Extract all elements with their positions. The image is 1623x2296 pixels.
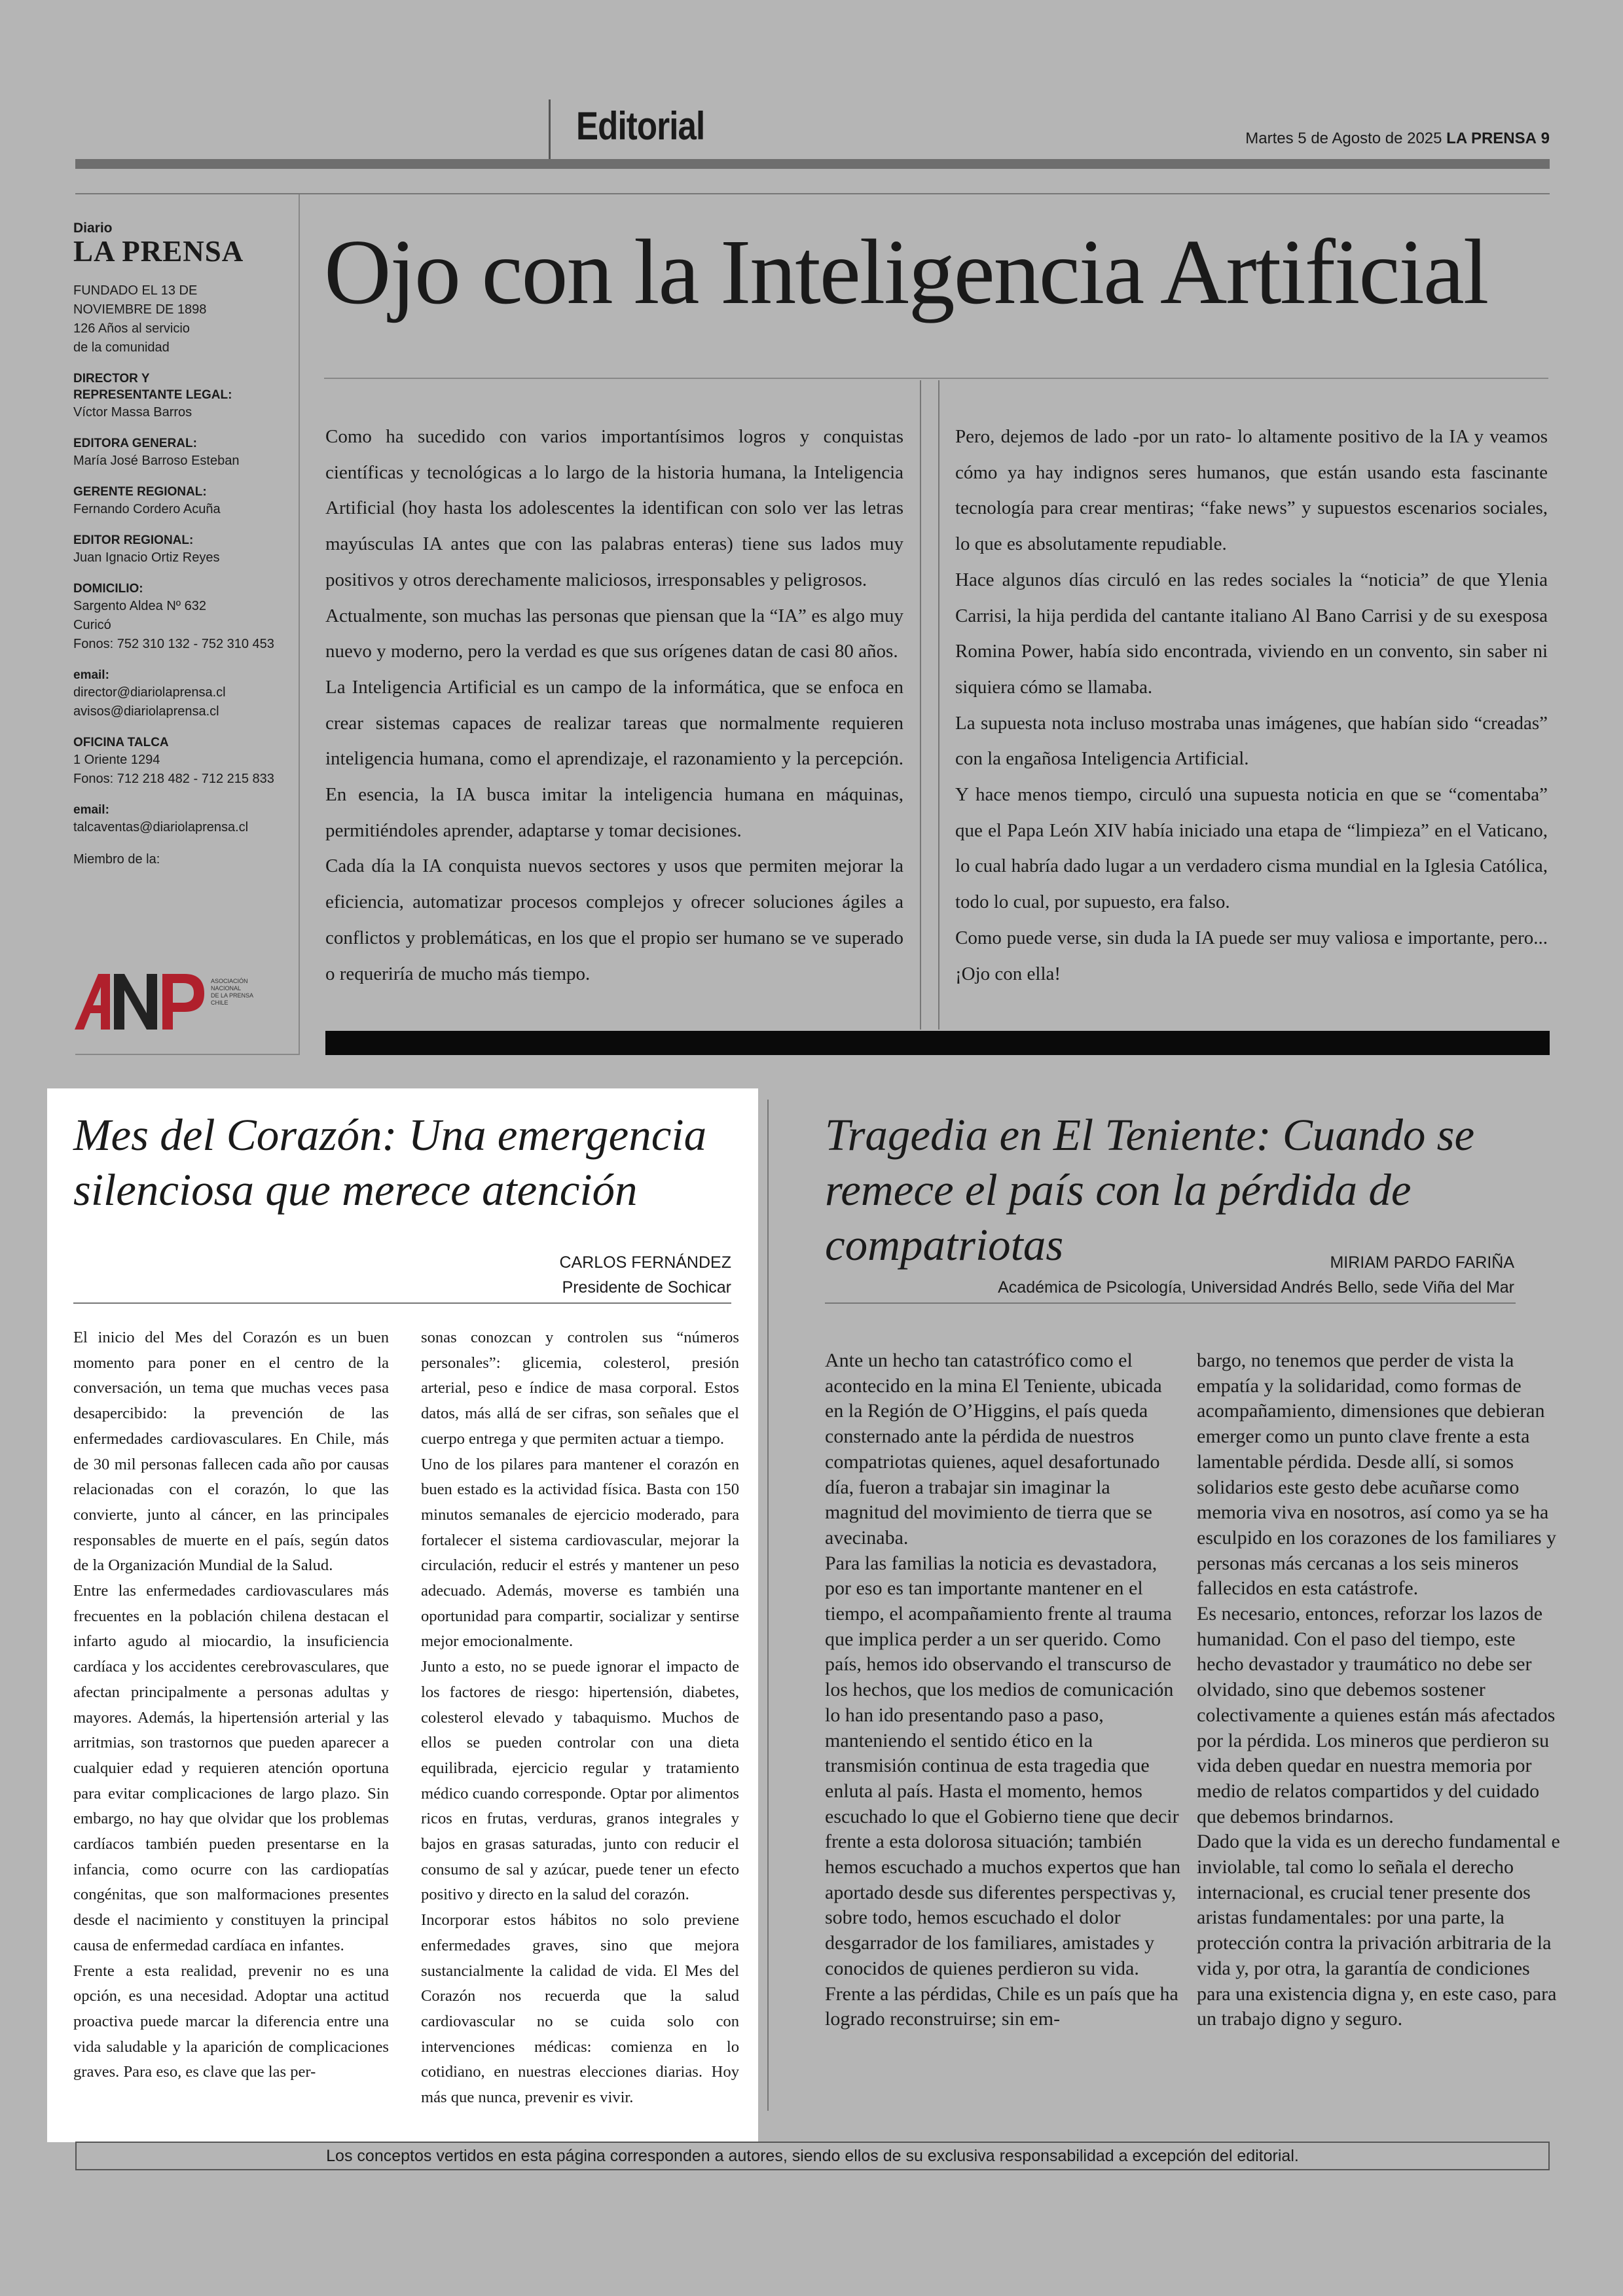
domicilio-value: Sargento Aldea Nº 632 Curicó Fonos: 752 310 132 - 752 310 453: [73, 599, 274, 651]
email-label: email:: [73, 668, 109, 682]
paragraph: Hace algunos días circuló en las redes sociales la “noticia” de que Ylenia Carrisi, la hija perdida del cantante italiano Al Bano Carrisi y de su exesposa Romina Power, había sido encontrada, viviendo en un convento, sin saber ni siquiera cómo se llamaba.: [955, 569, 1548, 698]
editorial-title-rule: [324, 378, 1548, 379]
masthead-brand: LA PRENSA: [73, 235, 244, 268]
masthead-founded: FUNDADO EL 13 DE NOVIEMBRE DE 1898 126 Años al servicio de la comunidad: [73, 283, 207, 355]
heart-column-1: [73, 1325, 389, 2085]
email2-value: talcaventas@diariolaprensa.cl: [73, 820, 249, 834]
header-rule: [75, 193, 1550, 194]
paragraph: Junto a esto, no se puede ignorar el impacto de los factores de riesgo: hipertensión, diabetes, colesterol elevado y tabaquismo. Muchos de ellos se pueden controlar con una dieta equilibrada, ejercicio regular y tratamiento médico cuando corresponde. Optar por alimentos ricos en frutas, verduras, granos integrales y bajos en grasas saturadas, junto con reducir el consumo de sal y azúcar, puede tener un efecto positivo y directo en la salud del corazón.: [421, 1658, 739, 1904]
teniente-byline-rule: [825, 1302, 1516, 1304]
article-divider: [767, 1100, 769, 2111]
column-divider: [920, 380, 921, 1030]
heart-author: CARLOS FERNÁNDEZ: [559, 1253, 731, 1272]
issue-date: Martes 5 de Agosto de 2025: [1245, 130, 1442, 147]
teniente-byline: [825, 1250, 1514, 1300]
anp-logo: [73, 967, 276, 1033]
paragraph: bargo, no tenemos que perder de vista la empatía y la solidaridad, como formas de acompañamiento, dimensiones que debieran emerger como un punto clave frente a esta lamentable pérdida. Desde allí, si somos solidarios este gesto debe acuñarse como memoria viva en nosotros, así como ya se ha esculpido en los corazones de los familiares y personas más cercanas a los seis mineros fallecidos en esta catástrofe.: [1197, 1350, 1556, 1600]
editorial-title: Ojo con la Inteligencia Artificial: [324, 220, 1488, 323]
paragraph: Frente a esta realidad, prevenir no es una opción, es una necesidad. Adoptar una actitud proactiva puede marcar la diferencia entre una vida saludable y la aparición de complicaciones graves. Para eso, es clave que las per-: [73, 1962, 389, 2081]
paragraph: Como ha sucedido con varios importantísimos logros y conquistas científicas y tecnológicas a lo largo de la historia humana, la Inteligencia Artificial (hoy hasta los adolescentes la identifican con solo ver las letras mayúsculas IA antes que con las palabras enteras) tiene sus lados muy positivos y otros derechamente maliciosos, irresponsables y peligrosos.: [325, 426, 903, 590]
teniente-column-1: [825, 1348, 1185, 2032]
heart-article-title: Mes del Corazón: Una emergencia silenciosa que merece atención: [73, 1110, 707, 1215]
paragraph: Como puede verse, sin duda la IA puede ser muy valiosa e importante, pero... ¡Ojo con ella!: [955, 927, 1548, 984]
header-paper-name: LA PRENSA: [1446, 130, 1537, 147]
header-bar: [75, 159, 1550, 169]
editorial-black-bar: [325, 1031, 1550, 1055]
paragraph: El inicio del Mes del Corazón es un buen momento para poner en el centro de la conversación, un tema que muchas veces pasa desapercibido: la prevención de las enfermedades cardiovasculares. En Chile, más de 30 mil personas fallecen cada año por causas relacionadas con el corazón, lo que las convierte, junto al cáncer, en las principales responsables de muerte en el país, según datos de la Organización Mundial de la Salud.: [73, 1329, 389, 1575]
svg-text:ASOCIACIÓN: ASOCIACIÓN: [211, 978, 248, 984]
paragraph: Para las familias la noticia es devastadora, por eso es tan importante mantener en el tiempo, el acompañamiento frente al trauma que implica perder a un ser querido. Como país, hemos ido observando el transcurso de los hechos, que los medios de comunicación lo han ido presentando paso a paso, manteniendo el sentido ético en la transmisión continua de esta tragedia que enluta al país. Hasta el momento, hemos escuchado lo que el Gobierno tiene que decir frente a esta dolorosa situación; también hemos escuchado a muchos expertos que han aportado desde sus diferentes perspectivas y, sobre todo, hemos escuchado el dolor desgarrador de los familiares, amistades y conocidos de quienes perdieron su vida.: [825, 1552, 1181, 1979]
domicilio-label: DOMICILIO:: [73, 582, 143, 596]
paragraph: Incorporar estos hábitos no solo previene enfermedades graves, sino que mejora sustancialmente la calidad de vida. El Mes del Corazón nos recuerda que la salud cardiovascular no se cuida solo con intervenciones médicas: comienza en lo cotidiano, en nuestras elecciones diarias. Hoy más que nunca, prevenir es vivir.: [421, 1911, 739, 2107]
email2-label: email:: [73, 803, 109, 817]
masthead-divider: [299, 194, 300, 1055]
teniente-column-2: [1197, 1348, 1560, 2032]
director-label: DIRECTOR Y REPRESENTANTE LEGAL:: [73, 372, 232, 402]
svg-text:DE LA PRENSA: DE LA PRENSA: [211, 992, 254, 999]
editora-name: María José Barroso Esteban: [73, 454, 240, 468]
heart-column-2: [421, 1325, 739, 2111]
paragraph: La supuesta nota incluso mostraba unas imágenes, que habían sido “creadas” con la engañosa Inteligencia Artificial.: [955, 712, 1548, 770]
member-label: Miembro de la:: [73, 852, 160, 867]
paragraph: Es necesario, entonces, reforzar los lazos de humanidad. Con el paso del tiempo, este hecho devastador y traumático no debe ser olvidado, sino que debemos sostener colectivamente a quienes están más afectados por la pérdida. Los mineros que perdieron su vida deben quedar en nuestra memoria por medio de relatos compartidos y del cuidado que debemos brindarnos.: [1197, 1603, 1556, 1827]
gerente-label: GERENTE REGIONAL:: [73, 485, 207, 499]
gerente-name: Fernando Cordero Acuña: [73, 502, 221, 516]
editora-label: EDITORA GENERAL:: [73, 437, 197, 450]
section-title: Editorial: [576, 104, 705, 148]
masthead: [73, 221, 296, 869]
teniente-article-title: Tragedia en El Teniente: Cuando se remece el país con la pérdida de compatriotas: [825, 1110, 1475, 1270]
editorial-column-2: [955, 419, 1548, 992]
editorial-column-1: [325, 419, 903, 992]
teniente-author: MIRIAM PARDO FARIÑA: [1330, 1253, 1514, 1272]
heart-byline: [73, 1250, 731, 1300]
header-date-line: [1245, 130, 1550, 148]
paragraph: Entre las enfermedades cardiovasculares más frecuentes en la población chilena destacan el infarto agudo al miocardio, la insuficiencia cardíaca y los accidentes cerebrovasculares, que afectan principalmente a personas adultas y mayores. Además, la hipertensión arterial y las arritmias, son trastornos que pueden aparecer a cualquier edad y requieren atención oportuna para evitar complicaciones de largo plazo. Sin embargo, no hay que olvidar que los problemas cardíacos también pueden presentarse en la infancia, como ocurre con las cardiopatías congénitas, que son malformaciones presentes desde el nacimiento y constituyen la principal causa de enfermedad cardíaca en infantes.: [73, 1582, 389, 1954]
director-name: Víctor Massa Barros: [73, 405, 192, 420]
column-divider: [938, 380, 939, 1030]
paragraph: Dado que la vida es un derecho fundamental e inviolable, tal como lo señala el derecho internacional, es crucial tener presente dos aristas fundamentales: por una parte, la protección contra la privación arbitraria de la vida y, por otra, la garantía de condiciones para una existencia digna y, en este caso, para un trabajo digno y seguro.: [1197, 1831, 1560, 2030]
svg-text:NACIONAL: NACIONAL: [211, 985, 242, 992]
paragraph: Frente a las pérdidas, Chile es un país que ha logrado reconstruirse; sin em-: [825, 1982, 1178, 2030]
masthead-diario: Diario: [73, 221, 113, 236]
talca-value: 1 Oriente 1294 Fonos: 712 218 482 - 712 215 833: [73, 753, 274, 786]
paragraph: Actualmente, son muchas las personas que piensan que la “IA” es algo muy nuevo y moderno, pero la verdad es que sus orígenes datan de casi 80 años.: [325, 605, 903, 662]
paragraph: Ante un hecho tan catastrófico como el acontecido en la mina El Teniente, ubicada en la Región de O’Higgins, el país queda consternado ante la pérdida de nuestros compatriotas quienes, aquel desafortunado día, fueron a trabajar sin imaginar la magnitud del movimiento de tierra que se avecinaba.: [825, 1350, 1162, 1549]
email-value: director@diariolaprensa.cl avisos@diariolaprensa.cl: [73, 685, 226, 719]
heart-byline-rule: [73, 1302, 731, 1304]
paragraph: La Inteligencia Artificial es un campo de la informática, que se enfoca en crear sistemas capaces de realizar tareas que normalmente requieren inteligencia humana, como el aprendizaje, el razonamiento y la percepción. En esencia, la IA busca imitar la inteligencia humana en máquinas, permitiéndoles aprender, adaptarse y tomar decisiones.: [325, 676, 903, 841]
paragraph: sonas conozcan y controlen sus “números personales”: glicemia, colesterol, presión arterial, peso e índice de masa corporal. Estos datos, más allá de ser cifras, son señales que el cuerpo entrega y que permiten actuar a tiempo.: [421, 1329, 739, 1448]
heart-author-role: Presidente de Sochicar: [562, 1278, 731, 1297]
editor-label: EDITOR REGIONAL:: [73, 533, 194, 547]
editor-name: Juan Ignacio Ortiz Reyes: [73, 550, 220, 565]
paragraph: Uno de los pilares para mantener el corazón en buen estado es la actividad física. Basta con 150 minutos semanales de ejercicio moderado, para fortalecer el sistema cardiovascular, mejorar la circulación, reducir el estrés y mantener un peso adecuado. Además, moverse es también una oportunidad para compartir, socializar y sentirse mejor emocionalmente.: [421, 1455, 739, 1651]
footer-disclaimer: Los conceptos vertidos en esta página corresponden a autores, siendo ellos de su exclusiva responsabilidad a excepción del editorial.: [75, 2142, 1550, 2170]
masthead-bottom-rule: [75, 1054, 299, 1055]
svg-text:CHILE: CHILE: [211, 999, 228, 1006]
header-divider: [549, 99, 551, 160]
page-number: 9: [1541, 130, 1550, 147]
paragraph: Cada día la IA conquista nuevos sectores y usos que permiten mejorar la eficiencia, automatizar procesos complejos y ofrecer soluciones ágiles a conflictos y problemáticas, en los que el propio ser humano se ve superado o requeriría de mucho más tiempo.: [325, 855, 903, 984]
talca-label: OFICINA TALCA: [73, 736, 169, 749]
teniente-author-role: Académica de Psicología, Universidad Andrés Bello, sede Viña del Mar: [998, 1278, 1514, 1297]
paragraph: Y hace menos tiempo, circuló una supuesta noticia en que se “comentaba” que el Papa León XIV había iniciado una etapa de “limpieza” en el Vaticano, lo cual habría dado lugar a un verdadero cisma mundial en la Iglesia Católica, todo lo cual, por supuesto, era falso.: [955, 784, 1548, 913]
paragraph: Pero, dejemos de lado -por un rato- lo altamente positivo de la IA y veamos cómo ya hay indignos seres humanos, que están usando esta fascinante tecnología para crear mentiras; “fake news” y supuestos escenarios sociales, lo que es absolutamente repudiable.: [955, 426, 1548, 555]
